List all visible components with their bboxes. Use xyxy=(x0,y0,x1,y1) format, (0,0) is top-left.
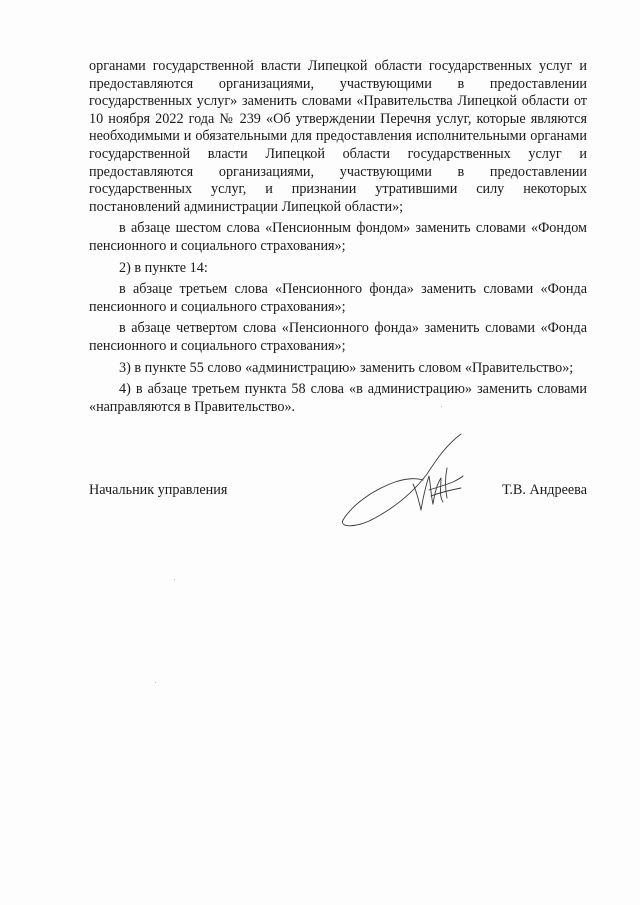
paragraph-item: 4) в абзаце третьем пункта 58 слова «в администрацию» заменить словами «направляются в Правительство». xyxy=(89,381,587,415)
paragraph-item: в абзаце третьем слова «Пенсионного фонда» заменить словами «Фонда пенсионного и социального страхования»; xyxy=(89,281,587,315)
paragraph-item: 3) в пункте 55 слово «администрацию» заменить словом «Правительство»; xyxy=(119,359,574,376)
document-body xyxy=(89,58,587,416)
paragraph-item: 2) в пункте 14: xyxy=(119,259,208,276)
scan-artifact xyxy=(174,579,175,580)
paragraph-item: в абзаце шестом слова «Пенсионным фондом» заменить словами «Фондом пенсионного и социального страхования»; xyxy=(89,220,587,254)
scan-artifact xyxy=(441,406,442,407)
paragraph-item: в абзаце четвертом слова «Пенсионного фонда» заменить словами «Фонда пенсионного и социального страхования»; xyxy=(89,320,587,354)
handwritten-signature xyxy=(335,432,475,537)
signatory-name: Т.В. Андреева xyxy=(502,482,587,498)
scan-artifact xyxy=(155,682,156,683)
paragraph-continuation: органами государственной власти Липецкой области государственных услуг и предоставляются организациями, участвующими в предоставлении государственных услуг» заменить словами «Правительства Липецкой области от 10 ноября 2022 года № 239 «Об утверждении Перечня услуг, которые являются необходимыми и обязательными для предоставления исполнительными органами государственной власти Липецкой области государственных услуг и предоставляются организациями, участвующими в предоставлении государственных услуг, и признании утратившими силу некоторых постановлений администрации Липецкой области»; xyxy=(89,58,587,215)
signatory-position: Начальник управления xyxy=(89,482,228,498)
